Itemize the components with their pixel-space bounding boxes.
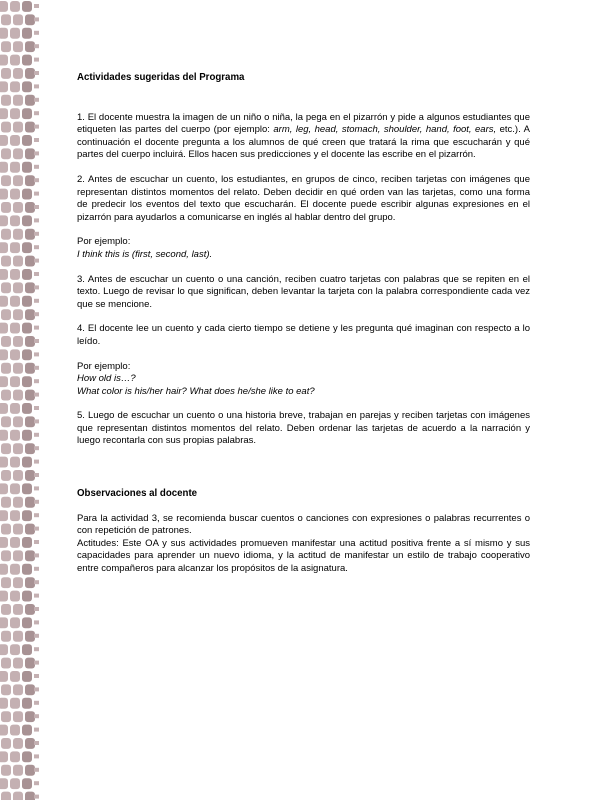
pattern-notch xyxy=(34,366,39,370)
pattern-tile xyxy=(22,242,32,253)
pattern-tile xyxy=(22,564,32,575)
example-2-line-2: What color is his/her hair? What does he/she like to eat? xyxy=(77,385,315,397)
decorative-side-pattern xyxy=(0,0,40,800)
pattern-notch xyxy=(34,165,39,169)
pattern-tile xyxy=(13,416,23,427)
pattern-tile xyxy=(22,725,32,736)
pattern-tile xyxy=(10,671,20,682)
pattern-tile xyxy=(10,296,20,307)
pattern-tile xyxy=(0,564,8,575)
pattern-notch xyxy=(34,218,39,222)
pattern-notch xyxy=(34,138,39,142)
pattern-tile xyxy=(13,282,23,293)
pattern-tile xyxy=(0,483,8,494)
pattern-tile xyxy=(13,122,23,133)
pattern-tile xyxy=(22,644,32,655)
pattern-tile xyxy=(13,309,23,320)
pattern-notch xyxy=(34,205,39,209)
pattern-tile xyxy=(25,792,35,800)
pattern-tile xyxy=(22,135,32,146)
pattern-notch xyxy=(34,379,39,383)
activity-1-italic-words: arm, leg, head, stomach, shoulder, hand, foot, ears, xyxy=(273,124,497,136)
pattern-tile xyxy=(0,430,8,441)
pattern-tile xyxy=(13,711,23,722)
pattern-notch xyxy=(34,339,39,343)
pattern-tile xyxy=(10,537,20,548)
pattern-notch xyxy=(34,500,39,504)
pattern-tile xyxy=(13,256,23,267)
pattern-tile xyxy=(10,483,20,494)
pattern-tile xyxy=(10,617,20,628)
pattern-tile xyxy=(0,135,8,146)
pattern-notch xyxy=(34,71,39,75)
section-heading-activities: Actividades sugeridas del Programa xyxy=(77,72,245,83)
pattern-tile xyxy=(25,524,35,535)
pattern-tile xyxy=(0,162,8,173)
pattern-tile xyxy=(10,725,20,736)
pattern-tile xyxy=(25,363,35,374)
example-2-line-1: How old is…? xyxy=(77,373,136,385)
pattern-tile xyxy=(0,751,8,762)
pattern-tile xyxy=(22,189,32,200)
pattern-tile xyxy=(22,269,32,280)
pattern-notch xyxy=(34,285,39,289)
pattern-tile xyxy=(10,698,20,709)
pattern-tile xyxy=(10,162,20,173)
observation-note-2: Actitudes: Este OA y sus actividades promueven manifestar una actitud positiva frente a sí mismo y sus capacidades para aprender un nuevo idioma, y la actitud de manifestar un estilo de trabajo cooperativo entre compañeros para alcanzar los propósitos de la asignatura. xyxy=(77,537,530,575)
pattern-notch xyxy=(34,486,39,490)
pattern-tile xyxy=(25,68,35,79)
pattern-tile xyxy=(10,778,20,789)
pattern-tile xyxy=(0,81,8,92)
pattern-tile xyxy=(22,349,32,360)
pattern-tile xyxy=(0,644,8,655)
example-1-text: I think this is (first, second, last). xyxy=(77,248,213,260)
pattern-notch xyxy=(34,513,39,517)
pattern-tile xyxy=(22,376,32,387)
pattern-notch xyxy=(34,31,39,35)
pattern-tile xyxy=(1,711,11,722)
pattern-tile xyxy=(1,256,11,267)
example-1-label: Por ejemplo: xyxy=(77,236,131,248)
pattern-tile xyxy=(0,510,8,521)
pattern-notch xyxy=(34,634,39,638)
pattern-tile xyxy=(0,617,8,628)
pattern-tile xyxy=(25,711,35,722)
pattern-tile xyxy=(0,1,8,12)
pattern-notch xyxy=(34,352,39,356)
pattern-tile xyxy=(13,765,23,776)
pattern-tile xyxy=(13,229,23,240)
pattern-tile xyxy=(13,68,23,79)
pattern-tile xyxy=(1,765,11,776)
pattern-tile xyxy=(10,135,20,146)
pattern-tile xyxy=(1,336,11,347)
pattern-tile xyxy=(25,604,35,615)
observation-note-1: Para la actividad 3, se recomienda buscar cuentos o canciones con expresiones o palabras recurrentes o con repetición de patrones. xyxy=(77,512,530,537)
pattern-notch xyxy=(34,795,39,799)
pattern-tile xyxy=(10,215,20,226)
pattern-tile xyxy=(1,309,11,320)
pattern-tile xyxy=(25,443,35,454)
pattern-tile xyxy=(22,162,32,173)
pattern-tile xyxy=(10,349,20,360)
pattern-tile xyxy=(25,577,35,588)
pattern-tile xyxy=(10,242,20,253)
pattern-notch xyxy=(34,580,39,584)
activity-1-text-a: 1. El docente muestra la imagen de un niño o niña, la pega en el pizarrón y pide a algunos estudiantes que etiqueten las partes del cuerpo (por ejemplo: xyxy=(77,111,530,136)
pattern-tile xyxy=(0,323,8,334)
pattern-tile xyxy=(22,778,32,789)
document-content xyxy=(77,72,530,576)
pattern-tile xyxy=(25,175,35,186)
pattern-tile xyxy=(13,14,23,25)
activity-5: 5. Luego de escuchar un cuento o una historia breve, trabajan en parejas y reciben tarjetas con imágenes que representan distintos momentos del relato. Deben ordenar las tarjetas de acuerdo a la narración y luego recontarla con sus propias palabras. xyxy=(77,410,530,447)
pattern-tile xyxy=(10,430,20,441)
pattern-tile xyxy=(10,81,20,92)
pattern-tile xyxy=(1,202,11,213)
pattern-tile xyxy=(25,122,35,133)
pattern-notch xyxy=(34,312,39,316)
pattern-tile xyxy=(13,658,23,669)
pattern-notch xyxy=(34,326,39,330)
pattern-tile xyxy=(22,403,32,414)
pattern-tile xyxy=(22,108,32,119)
pattern-tile xyxy=(25,256,35,267)
pattern-tile xyxy=(25,765,35,776)
pattern-notch xyxy=(34,245,39,249)
pattern-tile xyxy=(13,363,23,374)
pattern-tile xyxy=(1,68,11,79)
pattern-notch xyxy=(34,594,39,598)
pattern-notch xyxy=(34,178,39,182)
pattern-tile xyxy=(25,497,35,508)
pattern-notch xyxy=(34,553,39,557)
pattern-tile xyxy=(13,738,23,749)
pattern-notch xyxy=(34,647,39,651)
pattern-tile xyxy=(10,751,20,762)
pattern-notch xyxy=(34,714,39,718)
pattern-tile xyxy=(25,550,35,561)
pattern-tile xyxy=(1,282,11,293)
pattern-notch xyxy=(34,259,39,263)
pattern-tile xyxy=(13,336,23,347)
pattern-notch xyxy=(34,687,39,691)
example-2-label: Por ejemplo: xyxy=(77,360,131,372)
pattern-tile xyxy=(0,296,8,307)
pattern-notch xyxy=(34,272,39,276)
pattern-tile xyxy=(13,497,23,508)
section-heading-observations: Observaciones al docente xyxy=(77,488,198,500)
pattern-notch xyxy=(34,473,39,477)
pattern-tile xyxy=(22,751,32,762)
pattern-tile xyxy=(22,55,32,66)
pattern-tile xyxy=(1,416,11,427)
pattern-tile xyxy=(1,631,11,642)
pattern-tile xyxy=(1,470,11,481)
pattern-tile xyxy=(10,28,20,39)
pattern-notch xyxy=(34,701,39,705)
pattern-tile xyxy=(10,269,20,280)
pattern-tile xyxy=(10,108,20,119)
pattern-tile xyxy=(22,28,32,39)
pattern-tile xyxy=(1,443,11,454)
pattern-tile xyxy=(0,671,8,682)
pattern-tile xyxy=(1,792,11,800)
pattern-notch xyxy=(34,567,39,571)
pattern-tile xyxy=(22,215,32,226)
pattern-tile xyxy=(10,55,20,66)
pattern-tile xyxy=(25,202,35,213)
pattern-tile xyxy=(22,430,32,441)
activity-4: 4. El docente lee un cuento y cada cierto tiempo se detiene y les pregunta qué imaginan con respecto a lo leído. xyxy=(77,323,530,347)
pattern-tile xyxy=(10,189,20,200)
pattern-tile xyxy=(0,349,8,360)
pattern-tile xyxy=(13,175,23,186)
pattern-tile xyxy=(22,483,32,494)
pattern-notch xyxy=(34,527,39,531)
pattern-tile xyxy=(0,28,8,39)
pattern-tile xyxy=(1,550,11,561)
pattern-tile xyxy=(10,564,20,575)
pattern-tile xyxy=(1,229,11,240)
pattern-tile xyxy=(25,148,35,159)
pattern-notch xyxy=(34,406,39,410)
pattern-tile xyxy=(22,510,32,521)
pattern-tile xyxy=(22,591,32,602)
pattern-tile xyxy=(25,658,35,669)
pattern-tile xyxy=(25,14,35,25)
pattern-tile xyxy=(10,323,20,334)
pattern-tile xyxy=(13,202,23,213)
pattern-tile xyxy=(1,175,11,186)
pattern-tile xyxy=(25,470,35,481)
pattern-tile xyxy=(0,189,8,200)
pattern-tile xyxy=(25,631,35,642)
pattern-notch xyxy=(34,460,39,464)
pattern-tile xyxy=(22,81,32,92)
pattern-tile xyxy=(10,376,20,387)
pattern-notch xyxy=(34,84,39,88)
pattern-tile xyxy=(25,95,35,106)
pattern-tile xyxy=(13,41,23,52)
pattern-tile xyxy=(1,524,11,535)
pattern-tile xyxy=(22,457,32,468)
pattern-tile xyxy=(1,684,11,695)
pattern-notch xyxy=(34,661,39,665)
pattern-tile xyxy=(22,296,32,307)
pattern-tile xyxy=(13,577,23,588)
pattern-tile xyxy=(1,363,11,374)
pattern-tile xyxy=(0,537,8,548)
pattern-notch xyxy=(34,192,39,196)
pattern-tile xyxy=(1,148,11,159)
pattern-notch xyxy=(34,111,39,115)
pattern-tile xyxy=(22,1,32,12)
pattern-notch xyxy=(34,151,39,155)
pattern-tile xyxy=(0,591,8,602)
pattern-tile xyxy=(1,604,11,615)
pattern-tile xyxy=(1,41,11,52)
pattern-tile xyxy=(10,644,20,655)
pattern-tile xyxy=(13,148,23,159)
pattern-tile xyxy=(0,457,8,468)
pattern-tile xyxy=(10,457,20,468)
pattern-tile xyxy=(25,738,35,749)
pattern-tile xyxy=(25,416,35,427)
pattern-notch xyxy=(34,781,39,785)
pattern-notch xyxy=(34,58,39,62)
pattern-notch xyxy=(34,419,39,423)
activity-1 xyxy=(77,112,530,162)
pattern-tile xyxy=(25,229,35,240)
pattern-notch xyxy=(34,44,39,48)
pattern-tile xyxy=(1,658,11,669)
pattern-tile xyxy=(25,309,35,320)
pattern-tile xyxy=(13,604,23,615)
pattern-tile xyxy=(13,550,23,561)
pattern-tile xyxy=(13,390,23,401)
pattern-tile xyxy=(22,537,32,548)
pattern-notch xyxy=(34,4,39,8)
pattern-tile xyxy=(1,95,11,106)
pattern-notch xyxy=(34,607,39,611)
pattern-notch xyxy=(34,728,39,732)
pattern-notch xyxy=(34,299,39,303)
pattern-tile xyxy=(0,698,8,709)
pattern-notch xyxy=(34,754,39,758)
pattern-notch xyxy=(34,768,39,772)
pattern-tile xyxy=(25,390,35,401)
pattern-tile xyxy=(13,524,23,535)
pattern-tile xyxy=(25,336,35,347)
pattern-tile xyxy=(0,242,8,253)
pattern-tile xyxy=(13,470,23,481)
activity-3: 3. Antes de escuchar un cuento o una canción, reciben cuatro tarjetas con palabras que se repiten en el texto. Luego de revisar lo que significan, deben levantar la tarjeta con la palabra correspondiente cada vez que se mencione. xyxy=(77,273,530,310)
pattern-notch xyxy=(34,741,39,745)
pattern-notch xyxy=(34,125,39,129)
pattern-tile xyxy=(0,376,8,387)
pattern-tile xyxy=(0,55,8,66)
pattern-notch xyxy=(34,232,39,236)
pattern-tile xyxy=(22,671,32,682)
pattern-notch xyxy=(34,393,39,397)
pattern-notch xyxy=(34,446,39,450)
pattern-tile xyxy=(13,443,23,454)
pattern-notch xyxy=(34,98,39,102)
pattern-tile xyxy=(10,510,20,521)
pattern-notch xyxy=(34,674,39,678)
pattern-tile xyxy=(0,778,8,789)
pattern-tile xyxy=(10,403,20,414)
pattern-tile xyxy=(10,591,20,602)
pattern-tile xyxy=(22,698,32,709)
activity-2: 2. Antes de escuchar un cuento, los estudiantes, en grupos de cinco, reciben tarjetas con imágenes que representan distintos momentos del relato. Deben decidir en qué orden van las tarjetas, como una forma de predecir los eventos del texto que escucharán. El docente puede escribir algunas expresiones en el pizarrón para ayudarlos a comunicarse en inglés al hablar dentro del grupo. xyxy=(77,173,530,223)
pattern-tile xyxy=(1,497,11,508)
pattern-tile xyxy=(22,323,32,334)
pattern-tile xyxy=(1,390,11,401)
pattern-notch xyxy=(34,17,39,21)
pattern-tile xyxy=(22,617,32,628)
pattern-notch xyxy=(34,433,39,437)
pattern-tile xyxy=(25,684,35,695)
pattern-tile xyxy=(0,215,8,226)
pattern-tile xyxy=(0,725,8,736)
pattern-tile xyxy=(13,684,23,695)
pattern-tile xyxy=(25,41,35,52)
pattern-tile xyxy=(13,792,23,800)
pattern-tile xyxy=(1,738,11,749)
activity-1-text-b: etc.). A continuación el docente pregunta a los alumnos de qué creen que tratará la rima que escucharán y qué partes del cuerpo incluirá. Ellos hacen sus predicciones y el docente las escribe en el pizarrón. xyxy=(77,124,530,161)
pattern-tile xyxy=(13,631,23,642)
pattern-tile xyxy=(1,122,11,133)
pattern-tile xyxy=(1,577,11,588)
pattern-tile xyxy=(0,269,8,280)
pattern-notch xyxy=(34,620,39,624)
pattern-tile xyxy=(1,14,11,25)
pattern-tile xyxy=(0,403,8,414)
pattern-tile xyxy=(13,95,23,106)
pattern-notch xyxy=(34,540,39,544)
pattern-tile xyxy=(25,282,35,293)
pattern-tile xyxy=(0,108,8,119)
pattern-tile xyxy=(10,1,20,12)
